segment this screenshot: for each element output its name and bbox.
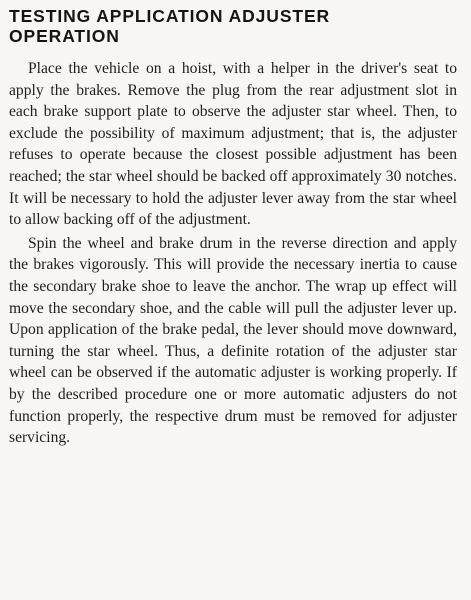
heading-line-1: TESTING APPLICATION ADJUSTER xyxy=(9,6,331,26)
paragraph-2: Spin the wheel and brake drum in the reverse direction and apply the brakes vigorously. This will provide the necessary inertia to cause the secondary brake shoe to leave the anchor. The wrap up effect will move the secondary shoe, and the cable will pull the adjuster lever up. Upon application of the brake pedal, the lever should move downward, turning the star wheel. Thus, a definite rotation of the adjuster star wheel can be observed if the automatic adjuster is working properly. If by the described procedure one or more automatic adjusters do not function properly, the respective drum must be removed for adjuster servicing. xyxy=(9,234,457,447)
section-heading xyxy=(9,6,457,46)
paragraph-1: Place the vehicle on a hoist, with a helper in the driver's seat to apply the brakes. Remove the plug from the rear adjustment slot in each brake support plate to observe the adjuster star wheel. Then, to exclude the possibility of maximum adjustment; that is, the adjuster refuses to operate because the closest possible adjustment has been reached; the star wheel should be backed off approximately 30 notches. It will be necessary to hold the adjuster lever away from the star wheel to allow backing off of the adjustment. xyxy=(9,60,457,229)
heading-line-2: OPERATION xyxy=(9,26,120,46)
